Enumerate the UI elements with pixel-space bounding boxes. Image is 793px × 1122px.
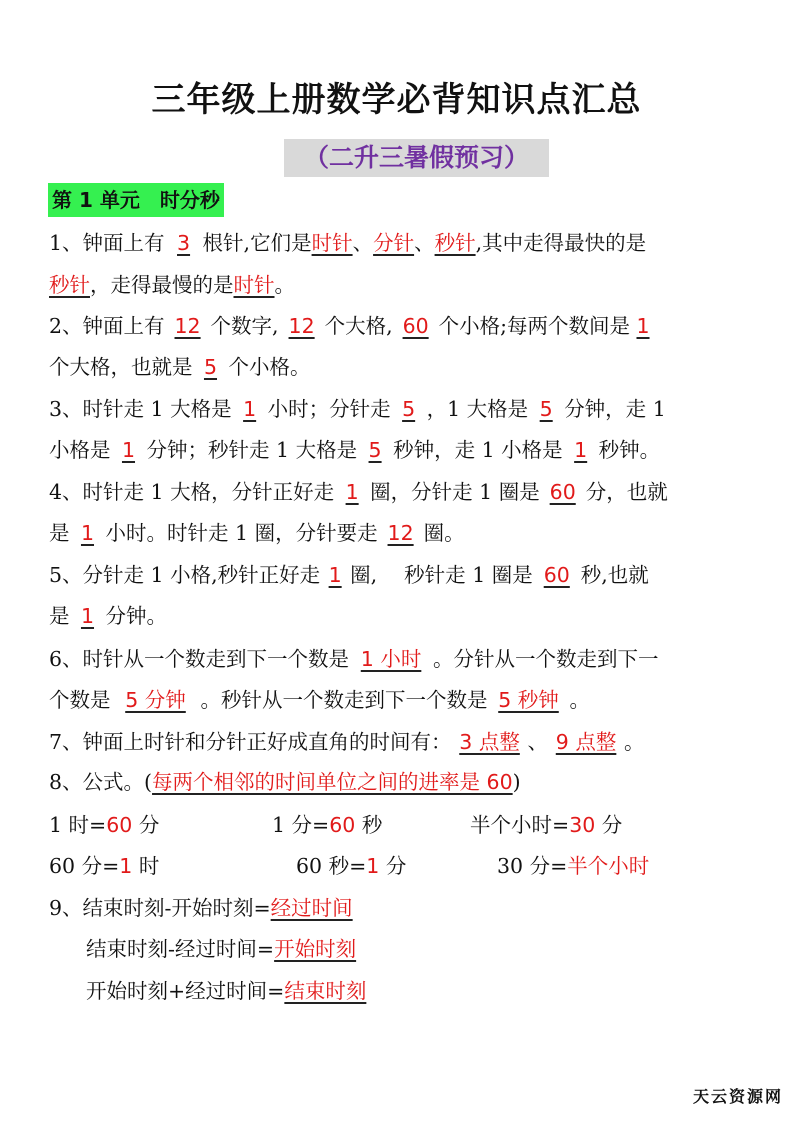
answer-blank: 12: [288, 314, 315, 338]
answer-blank: 5: [402, 397, 416, 421]
text: 圈，分针走 1 圈是: [370, 480, 540, 504]
value: 半个小时: [567, 854, 650, 878]
text: 个小格。: [228, 355, 311, 379]
answer-blank: 9 点整: [555, 730, 617, 754]
formula-hour-minute: [49, 810, 159, 840]
answer-blank: 1: [345, 480, 359, 504]
formula-note: 每两个相邻的时间单位之间的进率是 60: [152, 770, 513, 794]
point-3-line-2: [49, 435, 660, 465]
point-4-line-2: [49, 518, 465, 548]
text: 结束时刻-经过时间=: [86, 937, 275, 961]
text: 时: [132, 854, 160, 878]
text: 圈, 秒针走 1 圈是: [350, 563, 533, 587]
text: ,其中走得最快的是: [475, 231, 647, 255]
answer-blank: 分针: [373, 231, 415, 255]
text: 分，也就: [585, 480, 668, 504]
answer-blank: 5: [368, 438, 382, 462]
text: 半个小时=: [470, 813, 570, 837]
text: 3、时针走 1 大格是: [49, 397, 232, 421]
text: 4、时针走 1 大格，分针正好走: [49, 480, 335, 504]
text: 分: [595, 813, 623, 837]
text: 。分针从一个数走到下一: [433, 647, 659, 671]
text: 8、公式。(: [49, 770, 153, 794]
text: 个大格，也就是: [49, 355, 193, 379]
text: 分: [132, 813, 160, 837]
text: 。: [569, 688, 590, 712]
point-9-line-3: [86, 976, 366, 1006]
answer-blank: 5 分钟: [125, 688, 186, 712]
text: 个数字,: [210, 314, 279, 338]
text: 。秒针从一个数走到下一个数是: [200, 688, 488, 712]
answer-blank: 1: [574, 438, 588, 462]
answer-blank: 60: [402, 314, 429, 338]
answer-blank: 3 点整: [459, 730, 520, 754]
text: 小格是: [49, 438, 111, 462]
answer-blank: 60: [549, 480, 576, 504]
formula-seconds-minute: [296, 851, 406, 881]
text: 分钟，走 1: [564, 397, 666, 421]
answer-blank: 1 小时: [360, 647, 422, 671]
formula-minute-second: [272, 810, 382, 840]
answer-blank: 1: [80, 604, 95, 628]
text: 1、钟面上有: [49, 231, 165, 255]
answer-blank: 1: [243, 397, 257, 421]
text: 7、钟面上时针和分针正好成直角的时间有：: [49, 730, 452, 754]
answer-blank: 5: [539, 397, 553, 421]
answer-blank: 1: [121, 438, 136, 462]
text: ): [512, 770, 521, 794]
text: 1 时=: [49, 813, 107, 837]
page-title: 三年级上册数学必背知识点汇总: [151, 80, 642, 120]
text: 1 分=: [272, 813, 330, 837]
answer-blank: 秒针: [49, 273, 90, 297]
point-5-line-2: [49, 601, 167, 631]
text: 、: [352, 231, 374, 255]
text: 分: [379, 854, 407, 878]
text: 是: [49, 521, 70, 545]
text: 根针,它们是: [202, 231, 312, 255]
value: 1: [366, 854, 380, 878]
text: 。: [274, 273, 295, 297]
value: 60: [329, 813, 356, 837]
point-8-line: [49, 767, 521, 797]
text: 秒: [355, 813, 383, 837]
answer-blank: 12: [174, 314, 201, 338]
answer-blank: 1: [80, 521, 95, 545]
answer-blank: 开始时刻: [274, 937, 357, 961]
answer-blank: 12: [387, 521, 414, 545]
text: 是: [49, 604, 70, 628]
text: ，1 大格是: [426, 397, 529, 421]
formula-thirty-minutes: [497, 851, 649, 881]
point-2-line-2: [49, 352, 311, 382]
text: 秒,也就: [580, 563, 649, 587]
text: 分钟。: [105, 604, 167, 628]
watermark-footer: 天云资源网: [692, 1087, 783, 1106]
text: 分钟；秒针走 1 大格是: [146, 438, 358, 462]
value: 1: [119, 854, 133, 878]
text: 秒钟。: [598, 438, 661, 462]
point-5-line-1: [49, 560, 649, 590]
answer-blank: 3: [177, 231, 191, 255]
answer-blank: 1: [328, 563, 342, 587]
point-2-line-1: [49, 311, 656, 341]
answer-blank: 5: [203, 355, 218, 379]
point-7-line: [49, 727, 645, 757]
point-1-line-1: [49, 228, 646, 258]
text: 。: [624, 730, 645, 754]
answer-blank: 时针: [311, 231, 353, 255]
text: 60 分=: [49, 854, 120, 878]
text: 小时。时针走 1 圈，分针要走: [105, 521, 378, 545]
text: 秒钟，走 1 小格是: [393, 438, 563, 462]
text: 5、分针走 1 小格,秒针正好走: [49, 563, 321, 587]
point-9-line-1: [49, 893, 353, 923]
page-subtitle: （二升三暑假预习）: [284, 139, 549, 177]
text: 个数是: [49, 688, 111, 712]
value: 60: [106, 813, 133, 837]
text: 9、结束时刻-开始时刻=: [49, 896, 271, 920]
formula-half-hour: [470, 810, 622, 840]
point-3-line-1: [49, 394, 666, 424]
text: ，走得最慢的是: [90, 273, 234, 297]
unit-heading: 第 1 单元 时分秒: [48, 183, 224, 217]
point-6-line-1: [49, 644, 659, 674]
text: 个大格,: [324, 314, 393, 338]
text: 小时；分针走: [267, 397, 391, 421]
text: 60 秒=: [296, 854, 367, 878]
point-1-line-2: [49, 270, 295, 300]
answer-blank: 1: [636, 314, 650, 338]
value: 30: [569, 813, 596, 837]
text: 、: [527, 730, 549, 754]
answer-blank: 5 秒钟: [498, 688, 559, 712]
text: 6、时针从一个数走到下一个数是: [49, 647, 350, 671]
answer-blank: 秒针: [434, 231, 476, 255]
text: 个小格;每两个数间是: [438, 314, 631, 338]
answer-blank: 经过时间: [270, 896, 353, 920]
answer-blank: 结束时刻: [284, 979, 367, 1003]
text: 圈。: [423, 521, 465, 545]
point-9-line-2: [86, 934, 356, 964]
formula-minutes-hour: [49, 851, 159, 881]
text: 开始时刻+经过时间=: [86, 979, 285, 1003]
text: 、: [414, 231, 435, 255]
text: 30 分=: [497, 854, 568, 878]
answer-blank: 60: [543, 563, 570, 587]
answer-blank: 时针: [233, 273, 275, 297]
point-4-line-1: [49, 477, 668, 507]
text: 2、钟面上有: [49, 314, 165, 338]
point-6-line-2: [49, 685, 590, 715]
